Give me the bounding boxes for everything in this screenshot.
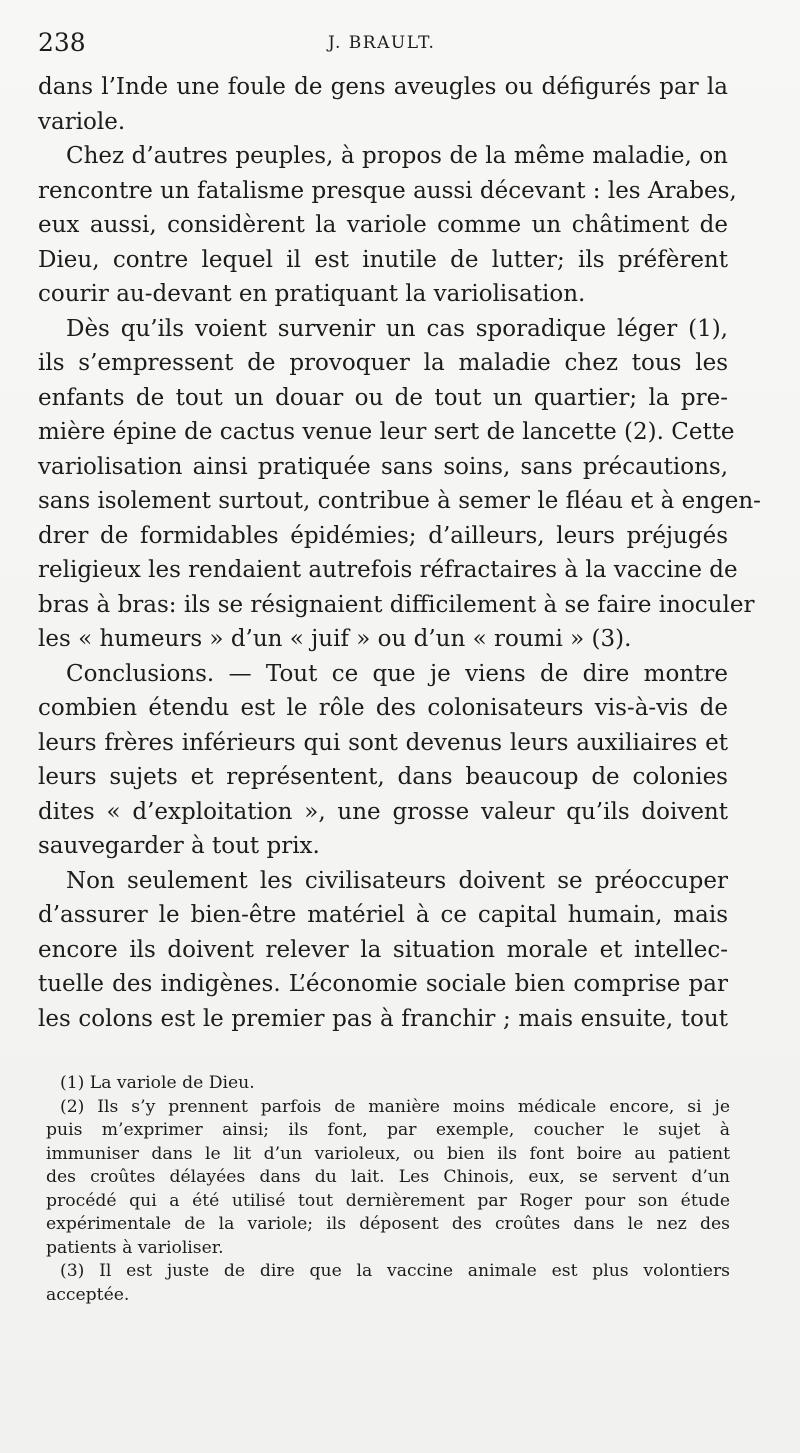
running-title: J. BRAULT. xyxy=(328,33,436,53)
footnote-line: (1) La variole de Dieu. xyxy=(60,1073,255,1093)
page-number: 238 xyxy=(38,28,86,57)
body-text xyxy=(38,70,761,1036)
body-line: les « humeurs » d’un « juif » ou d’un « roumi » (3). xyxy=(38,626,632,652)
footnote-line: expérimentale de la variole; ils déposent des croûtes dans le nez des xyxy=(46,1214,730,1234)
body-line: dans l’Inde une foule de gens aveugles ou défigurés par la xyxy=(38,74,728,100)
body-line: religieux les rendaient autrefois réfractaires à la vaccine de xyxy=(38,557,738,583)
body-line: variolisation ainsi pratiquée sans soins, sans précautions, xyxy=(38,453,728,480)
body-line: leurs sujets et représentent, dans beaucoup de colonies xyxy=(38,764,728,790)
body-line: Non seulement les civilisateurs doivent se préoccuper xyxy=(66,867,728,894)
footnote-line: procédé qui a été utilisé tout dernièrement par Roger pour son étude xyxy=(46,1190,730,1211)
footnote-line: puis m’exprimer ainsi; ils font, par exemple, coucher le sujet à xyxy=(46,1120,730,1140)
footnote-line: immuniser dans le lit d’un varioleux, ou bien ils font boire au patient xyxy=(46,1143,730,1164)
body-line: drer de formidables épidémies; d’ailleurs, leurs préjugés xyxy=(38,522,728,549)
body-line: Chez d’autres peuples, à propos de la même maladie, on xyxy=(66,143,728,169)
footnote-line: patients à varioliser. xyxy=(46,1237,224,1258)
body-line: eux aussi, considèrent la variole comme un châtiment de xyxy=(38,212,728,238)
body-line: mière épine de cactus venue leur sert de lancette (2). Cette xyxy=(38,419,735,445)
footnote-line: des croûtes délayées dans du lait. Les Chinois, eux, se servent d’un xyxy=(46,1167,730,1187)
body-line: sauvegarder à tout prix. xyxy=(38,833,320,859)
footnote-line: (3) Il est juste de dire que la vaccine animale est plus volontiers xyxy=(60,1261,730,1281)
body-line: les colons est le premier pas à franchir ; mais ensuite, tout xyxy=(38,1005,728,1032)
body-line: courir au-devant en pratiquant la variolisation. xyxy=(38,281,586,307)
running-head xyxy=(38,28,728,62)
body-line: sans isolement surtout, contribue à semer le fléau et à engen- xyxy=(38,488,761,514)
body-line: enfants de tout un douar ou de tout un quartier; la pre- xyxy=(38,384,728,411)
body-line: Conclusions. — Tout ce que je viens de dire montre xyxy=(66,660,728,687)
body-line: dites « d’exploitation », une grosse valeur qu’ils doivent xyxy=(38,798,728,825)
body-line: tuelle des indigènes. L’économie sociale bien comprise par xyxy=(38,971,728,997)
body-line: Dès qu’ils voient survenir un cas sporadique léger (1), xyxy=(66,315,728,342)
body-line: d’assurer le bien-être matériel à ce capital humain, mais xyxy=(38,902,728,928)
body-line: variole. xyxy=(38,108,126,135)
body-line: ils s’empressent de provoquer la maladie chez tous les xyxy=(38,350,728,376)
footnote-line: (2) Ils s’y prennent parfois de manière moins médicale encore, si je xyxy=(60,1096,730,1117)
body-line: combien étendu est le rôle des colonisateurs vis-à-vis de xyxy=(38,695,728,721)
body-line: Dieu, contre lequel il est inutile de lutter; ils préfèrent xyxy=(38,246,728,273)
body-line: rencontre un fatalisme presque aussi décevant : les Arabes, xyxy=(38,177,737,204)
body-line: bras à bras: ils se résignaient difficilement à se faire inoculer xyxy=(38,591,755,618)
body-line: encore ils doivent relever la situation morale et intellec- xyxy=(38,936,728,963)
body-line: leurs frères inférieurs qui sont devenus leurs auxiliaires et xyxy=(38,729,728,756)
footnotes xyxy=(46,1072,730,1307)
footnote-line: acceptée. xyxy=(46,1284,130,1305)
